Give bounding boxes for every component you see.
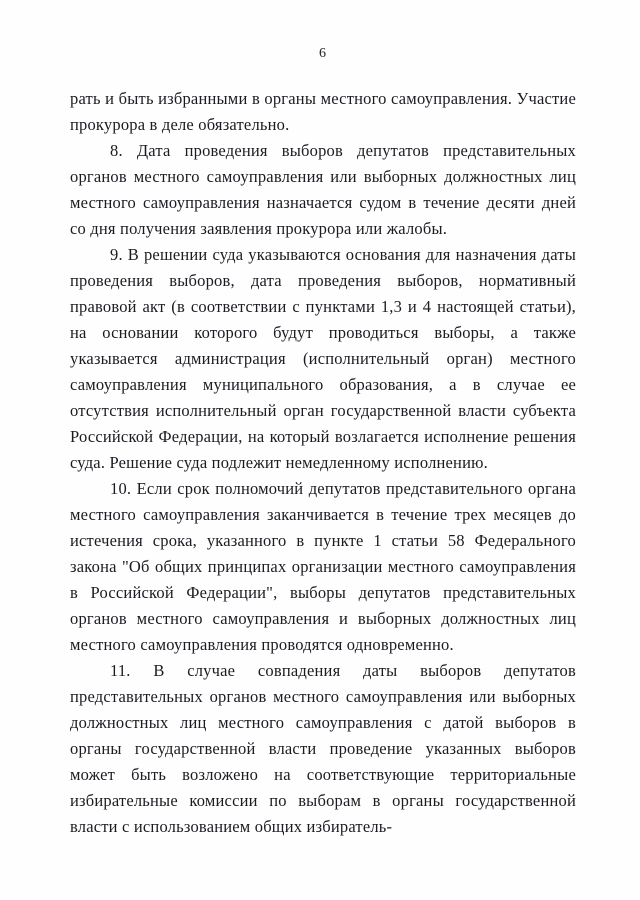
paragraph-item-8: 8. Дата проведения выборов депутатов представительных органов местного самоуправления или выборных должностных лиц местного самоуправления назначается судом в течение десяти дней со дня получения заявления прокурора или жалобы.	[70, 141, 576, 238]
page-number: 6	[319, 46, 327, 61]
paragraph-item-10: 10. Если срок полномочий депутатов представительного органа местного самоуправления заканчивается в течение трех месяцев до истечения срока, указанного в пункте 1 статьи 58 Федерального закона "Об общих принципах организации местного самоуправления в Российской Федерации", выборы депутатов представительных органов местного самоуправления и выборных должностных лиц местного самоуправления проводятся одновременно.	[70, 479, 576, 654]
paragraph-item-9: 9. В решении суда указываются основания для назначения даты проведения выборов, дата проведения выборов, нормативный правовой акт (в соответствии с пунктами 1,3 и 4 настоящей статьи), на основании которого будут проводиться выборы, а также указывается администрация (исполнительный орган) местного самоуправления муниципального образования, а в случае ее отсутствия исполнительный орган государственной власти субъекта Российской Федерации, на который возлагается исполнение решения суда. Решение суда подлежит немедленному исполнению.	[70, 245, 576, 472]
document-body	[70, 86, 576, 840]
paragraph-item-11: 11. В случае совпадения даты выборов депутатов представительных органов местного самоуправления или выборных должностных лиц местного самоуправления с датой выборов в органы государственной власти проведение указанных выборов может быть возложено на соответствующие территориальные избирательные комиссии по выборам в органы государственной власти с использованием общих избиратель-	[70, 661, 576, 836]
paragraph-continuation: рать и быть избранными в органы местного самоуправления. Участие прокурора в деле обязательно.	[70, 89, 576, 134]
